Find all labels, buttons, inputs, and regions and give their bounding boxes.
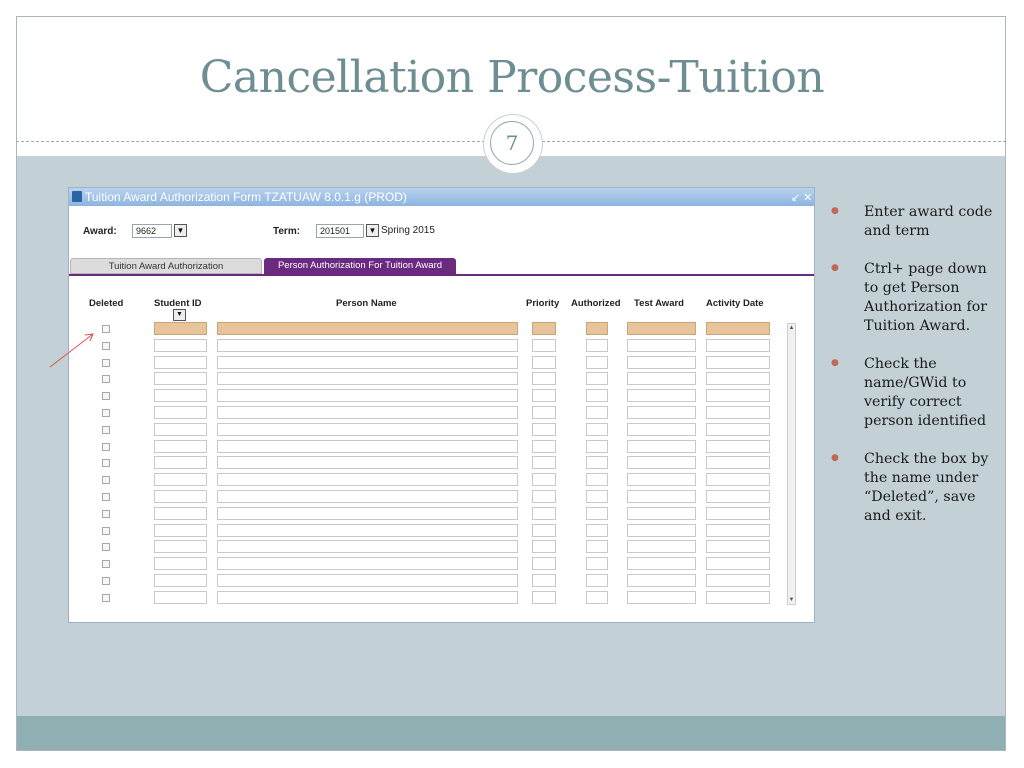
table-row (69, 540, 814, 554)
person-name-cell[interactable] (217, 473, 518, 486)
authorized-cell[interactable] (586, 524, 608, 537)
table-row (69, 591, 814, 605)
person-name-cell[interactable] (217, 591, 518, 604)
table-row (69, 490, 814, 504)
deleted-checkbox[interactable] (102, 527, 110, 535)
activity-date-cell[interactable] (706, 406, 770, 419)
test-award-cell[interactable] (627, 507, 696, 520)
table-row (69, 423, 814, 437)
person-name-cell[interactable] (217, 372, 518, 385)
tab-tuition-award-authorization[interactable]: Tuition Award Authorization (70, 258, 262, 274)
activity-date-cell[interactable] (706, 339, 770, 352)
table-row (69, 440, 814, 454)
test-award-cell[interactable] (627, 456, 696, 469)
column-header-test-award: Test Award (634, 298, 684, 309)
test-award-cell[interactable] (627, 356, 696, 369)
test-award-cell[interactable] (627, 540, 696, 553)
authorized-cell[interactable] (586, 372, 608, 385)
column-header-authorized: Authorized (571, 298, 621, 309)
student-id-cell[interactable] (154, 322, 207, 335)
student-id-cell[interactable] (154, 591, 207, 604)
authorized-cell[interactable] (586, 490, 608, 503)
activity-date-cell[interactable] (706, 557, 770, 570)
activity-date-cell[interactable] (706, 322, 770, 335)
test-award-cell[interactable] (627, 490, 696, 503)
authorized-cell[interactable] (586, 540, 608, 553)
deleted-checkbox[interactable] (102, 577, 110, 585)
activity-date-cell[interactable] (706, 456, 770, 469)
scroll-up-icon[interactable]: ▲ (788, 325, 795, 331)
instruction-item: ● Enter award code and term (831, 204, 993, 239)
table-row (69, 339, 814, 353)
test-award-cell[interactable] (627, 406, 696, 419)
instruction-item: ● Ctrl+ page down to get Person Authorization for Tuition Award. (831, 261, 988, 334)
student-id-cell[interactable] (154, 557, 207, 570)
priority-cell[interactable] (532, 524, 556, 537)
activity-date-cell[interactable] (706, 574, 770, 587)
student-id-cell[interactable] (154, 507, 207, 520)
priority-cell[interactable] (532, 372, 556, 385)
student-id-cell[interactable] (154, 440, 207, 453)
person-name-cell[interactable] (217, 540, 518, 553)
priority-cell[interactable] (532, 473, 556, 486)
test-award-cell[interactable] (627, 557, 696, 570)
deleted-checkbox[interactable] (102, 359, 110, 367)
student-id-cell[interactable] (154, 540, 207, 553)
table-row (69, 473, 814, 487)
priority-cell[interactable] (532, 490, 556, 503)
priority-cell[interactable] (532, 406, 556, 419)
priority-cell[interactable] (532, 456, 556, 469)
activity-date-cell[interactable] (706, 356, 770, 369)
banner-form-screenshot (68, 187, 815, 623)
priority-cell[interactable] (532, 591, 556, 604)
activity-date-cell[interactable] (706, 490, 770, 503)
table-row (69, 389, 814, 403)
bullet-icon: ● (831, 453, 839, 463)
test-award-cell[interactable] (627, 372, 696, 385)
authorized-cell[interactable] (586, 473, 608, 486)
authorized-cell[interactable] (586, 440, 608, 453)
deleted-checkbox[interactable] (102, 493, 110, 501)
person-name-cell[interactable] (217, 440, 518, 453)
test-award-cell[interactable] (627, 423, 696, 436)
deleted-checkbox[interactable] (102, 510, 110, 518)
bullet-icon: ● (831, 206, 839, 216)
tab-person-authorization[interactable]: Person Authorization For Tuition Award (264, 258, 456, 274)
bullet-icon: ● (831, 358, 839, 368)
test-award-cell[interactable] (627, 440, 696, 453)
term-dropdown-button[interactable]: ▼ (366, 224, 379, 237)
student-id-cell[interactable] (154, 456, 207, 469)
authorized-cell[interactable] (586, 591, 608, 604)
table-row (69, 322, 814, 336)
table-row (69, 524, 814, 538)
student-id-cell[interactable] (154, 389, 207, 402)
term-label: Term: (273, 226, 301, 237)
authorized-cell[interactable] (586, 406, 608, 419)
authorized-cell[interactable] (586, 423, 608, 436)
deleted-checkbox[interactable] (102, 342, 110, 350)
person-name-cell[interactable] (217, 524, 518, 537)
deleted-checkbox[interactable] (102, 392, 110, 400)
form-titlebar (69, 188, 814, 206)
grid-scrollbar[interactable] (787, 323, 796, 605)
student-id-cell[interactable] (154, 574, 207, 587)
award-dropdown-button[interactable]: ▼ (174, 224, 187, 237)
person-name-cell[interactable] (217, 322, 518, 335)
deleted-checkbox[interactable] (102, 594, 110, 602)
authorized-cell[interactable] (586, 574, 608, 587)
term-input[interactable]: 201501 (316, 224, 364, 238)
deleted-checkbox[interactable] (102, 375, 110, 383)
test-award-cell[interactable] (627, 524, 696, 537)
activity-date-cell[interactable] (706, 372, 770, 385)
activity-date-cell[interactable] (706, 507, 770, 520)
instruction-item: ● Check the name/GWid to verify correct person identified (831, 356, 987, 429)
activity-date-cell[interactable] (706, 473, 770, 486)
instruction-list (828, 203, 993, 545)
activity-date-cell[interactable] (706, 524, 770, 537)
authorized-cell[interactable] (586, 456, 608, 469)
test-award-cell[interactable] (627, 389, 696, 402)
student-id-cell[interactable] (154, 524, 207, 537)
column-header-deleted: Deleted (89, 298, 124, 309)
test-award-cell[interactable] (627, 322, 696, 335)
student-id-lookup-button[interactable]: ▼ (173, 309, 186, 321)
column-header-activity-date: Activity Date (706, 298, 764, 309)
deleted-checkbox[interactable] (102, 325, 110, 333)
table-row (69, 557, 814, 571)
form-window-title: Tuition Award Authorization Form TZATUAW 8.0.1.g (PROD) (85, 190, 407, 204)
column-header-priority: Priority (526, 298, 560, 309)
window-controls[interactable]: ↙ ✕ (791, 192, 813, 204)
test-award-cell[interactable] (627, 591, 696, 604)
priority-cell[interactable] (532, 557, 556, 570)
person-name-cell[interactable] (217, 557, 518, 570)
deleted-checkbox[interactable] (102, 560, 110, 568)
deleted-checkbox[interactable] (102, 459, 110, 467)
table-row (69, 574, 814, 588)
column-header-student-id: Student ID (154, 298, 202, 309)
authorized-cell[interactable] (586, 339, 608, 352)
person-name-cell[interactable] (217, 389, 518, 402)
table-row (69, 406, 814, 420)
priority-cell[interactable] (532, 322, 556, 335)
student-id-cell[interactable] (154, 339, 207, 352)
student-id-cell[interactable] (154, 423, 207, 436)
authorized-cell[interactable] (586, 389, 608, 402)
table-row (69, 507, 814, 521)
deleted-checkbox[interactable] (102, 543, 110, 551)
student-id-cell[interactable] (154, 490, 207, 503)
authorized-cell[interactable] (586, 322, 608, 335)
activity-date-cell[interactable] (706, 389, 770, 402)
deleted-checkbox[interactable] (102, 426, 110, 434)
person-name-cell[interactable] (217, 339, 518, 352)
slide-title: Cancellation Process-Tuition (199, 52, 825, 103)
test-award-cell[interactable] (627, 339, 696, 352)
student-id-cell[interactable] (154, 372, 207, 385)
annotation-arrow-icon (48, 330, 98, 370)
authorized-cell[interactable] (586, 507, 608, 520)
person-name-cell[interactable] (217, 406, 518, 419)
deleted-checkbox[interactable] (102, 409, 110, 417)
page-number: 7 (490, 121, 534, 165)
award-input[interactable]: 9662 (132, 224, 172, 238)
table-row (69, 456, 814, 470)
test-award-cell[interactable] (627, 574, 696, 587)
activity-date-cell[interactable] (706, 540, 770, 553)
award-label: Award: (83, 226, 117, 237)
activity-date-cell[interactable] (706, 423, 770, 436)
student-id-cell[interactable] (154, 356, 207, 369)
table-row (69, 356, 814, 370)
bullet-icon: ● (831, 263, 839, 273)
priority-cell[interactable] (532, 507, 556, 520)
person-name-cell[interactable] (217, 423, 518, 436)
student-id-cell[interactable] (154, 473, 207, 486)
form-window-icon (72, 191, 82, 202)
priority-cell[interactable] (532, 356, 556, 369)
deleted-checkbox[interactable] (102, 443, 110, 451)
tab-underline (69, 274, 814, 276)
priority-cell[interactable] (532, 574, 556, 587)
term-description: Spring 2015 (381, 225, 435, 236)
priority-cell[interactable] (532, 440, 556, 453)
authorized-cell[interactable] (586, 356, 608, 369)
test-award-cell[interactable] (627, 473, 696, 486)
priority-cell[interactable] (532, 339, 556, 352)
student-id-cell[interactable] (154, 406, 207, 419)
person-name-cell[interactable] (217, 574, 518, 587)
page-number-badge (484, 115, 542, 173)
instruction-item: ● Check the box by the name under “Deleted”, save and exit. (831, 451, 989, 524)
priority-cell[interactable] (532, 423, 556, 436)
person-name-cell[interactable] (217, 356, 518, 369)
priority-cell[interactable] (532, 540, 556, 553)
activity-date-cell[interactable] (706, 591, 770, 604)
priority-cell[interactable] (532, 389, 556, 402)
footer-bar (17, 716, 1005, 750)
person-name-cell[interactable] (217, 490, 518, 503)
person-name-cell[interactable] (217, 507, 518, 520)
column-header-person-name: Person Name (336, 298, 397, 309)
table-row (69, 372, 814, 386)
activity-date-cell[interactable] (706, 440, 770, 453)
scroll-down-icon[interactable]: ▼ (788, 597, 795, 603)
deleted-checkbox[interactable] (102, 476, 110, 484)
person-name-cell[interactable] (217, 456, 518, 469)
authorized-cell[interactable] (586, 557, 608, 570)
